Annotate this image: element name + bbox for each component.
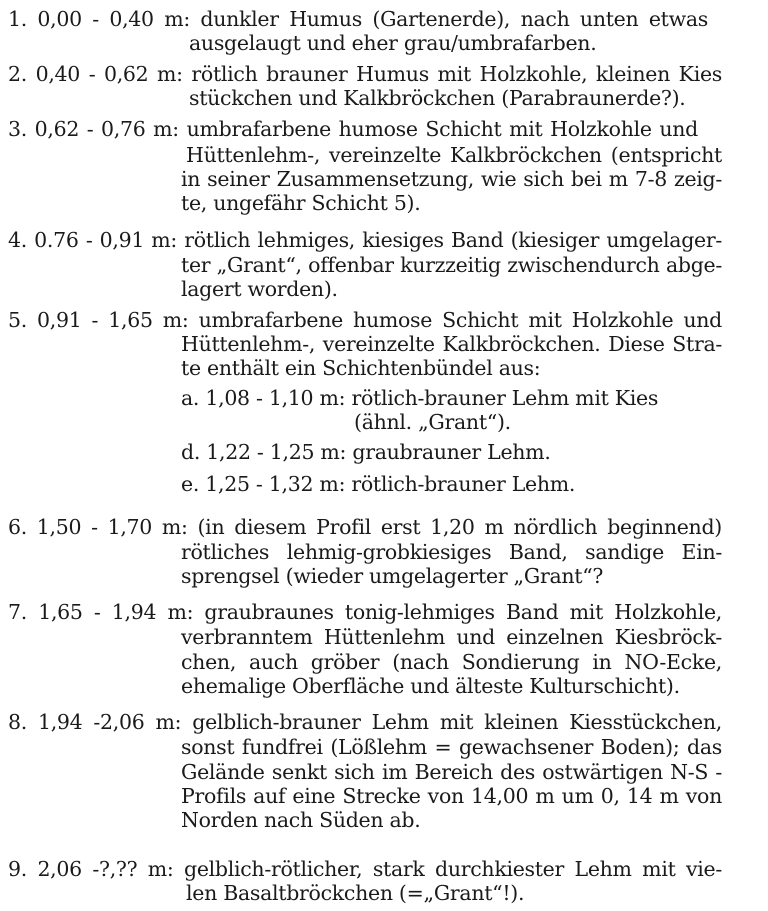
entry-9-line-2: len Basaltbröckchen (=„Grant“!). — [186, 881, 525, 905]
entry-5d-line-1: d. 1,22 - 1,25 m: graubrauner Lehm. — [181, 440, 551, 464]
entry-4-line-2: ter „Grant“, offenbar kurzzeitig zwischendurch abge- — [181, 253, 722, 277]
entry-8-line-3: Gelände senkt sich im Bereich des ostwärtigen N-S - — [181, 760, 722, 784]
entry-7-line-1: 7. 1,65 - 1,94 m: graubraunes tonig-lehmiges Band mit Holzkohle, — [8, 600, 722, 624]
entry-6-line-2: rötliches lehmig-grobkiesiges Band, sandige Ein- — [181, 540, 722, 564]
entry-5-line-3: te enthält ein Schichtenbündel aus: — [181, 356, 541, 380]
entry-1-line-1: 1. 0,00 - 0,40 m: dunkler Humus (Gartenerde), nach unten etwas — [8, 7, 708, 31]
entry-5a-line-1: a. 1,08 - 1,10 m: rötlich-brauner Lehm mit Kies — [181, 386, 659, 410]
entry-1-line-2: ausgelaugt und eher grau/umbrafarben. — [189, 31, 597, 55]
entry-6-line-1: 6. 1,50 - 1,70 m: (in diesem Profil erst 1,20 m nördlich beginnend) — [8, 515, 722, 539]
entry-3-line-3: in seiner Zusammensetzung, wie sich bei m 7-8 zeig- — [181, 167, 722, 191]
entry-5-line-2: Hüttenlehm-, vereinzelte Kalkbröckchen. Diese Stra- — [181, 332, 722, 356]
entry-7-line-3: chen, auch gröber (nach Sondierung in NO-Ecke, — [181, 650, 722, 674]
entry-8-line-5: Norden nach Süden ab. — [181, 808, 421, 832]
entry-7-line-4: ehemalige Oberfläche und älteste Kulturschicht). — [181, 674, 680, 698]
entry-3-line-2: Hüttenlehm-, vereinzelte Kalkbröckchen (entspricht — [186, 143, 722, 167]
entry-3-line-1: 3. 0,62 - 0,76 m: umbrafarbene humose Schicht mit Holzkohle und — [8, 117, 698, 141]
entry-2-line-1: 2. 0,40 - 0,62 m: rötlich brauner Humus mit Holzkohle, kleinen Kies — [8, 62, 722, 86]
entry-8-line-4: Profils auf eine Strecke von 14,00 m um 0, 14 m von — [181, 784, 722, 808]
entry-5a-line-2: (ähnl. „Grant“). — [354, 410, 511, 434]
entry-5-line-1: 5. 0,91 - 1,65 m: umbrafarbene humose Schicht mit Holzkohle und — [8, 308, 722, 332]
entry-2-line-2: stückchen und Kalkbröckchen (Parabraunerde?). — [189, 86, 686, 110]
entry-6-line-3: sprengsel (wieder umgelagerter „Grant“? — [181, 564, 604, 588]
entry-8-line-2: sonst fundfrei (Lößlehm = gewachsener Boden); das — [181, 735, 722, 759]
entry-8-line-1: 8. 1,94 -2,06 m: gelblich-brauner Lehm mit kleinen Kiesstückchen, — [8, 710, 722, 734]
entry-3-line-4: te, ungefähr Schicht 5). — [181, 191, 421, 215]
entry-4-line-1: 4. 0.76 - 0,91 m: rötlich lehmiges, kiesiges Band (kiesiger umgelager- — [8, 228, 722, 252]
entry-7-line-2: verbranntem Hüttenlehm und einzelnen Kiesbröck- — [181, 625, 722, 649]
entry-9-line-1: 9. 2,06 -?,?? m: gelblich-rötlicher, stark durchkiester Lehm mit vie- — [8, 857, 722, 881]
entry-4-line-3: lagert worden). — [181, 277, 338, 301]
entry-5e-line-1: e. 1,25 - 1,32 m: rötlich-brauner Lehm. — [181, 472, 576, 496]
